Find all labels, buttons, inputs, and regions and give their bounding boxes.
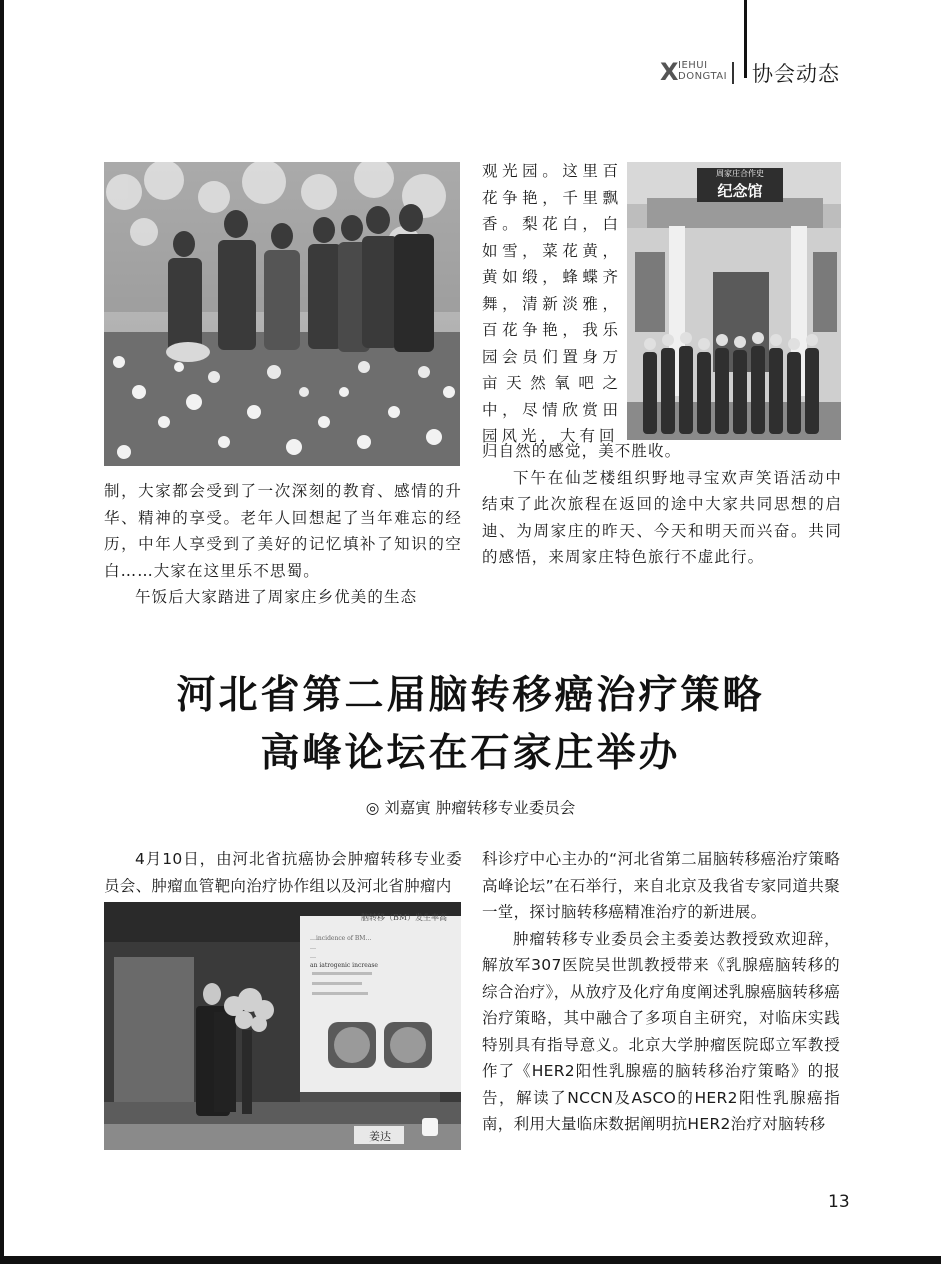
article1-left-para-2: 午饭后大家踏进了周家庄乡优美的生态	[135, 588, 418, 606]
article1-left-column	[104, 478, 462, 611]
article1-left-para-1: 制，大家都会受到了一次深刻的教育、感情的升华、精神的享受。老年人回想起了当年难忘的经历，中年人享受到了美好的记忆填补了知识的空白……大家在这里乐不思蜀。	[104, 482, 462, 580]
logo-line1: IEHUI	[678, 60, 708, 71]
header-divider	[744, 0, 747, 78]
photo-flower-field-group	[104, 162, 460, 466]
article2-right-para-1: 科诊疗中心主办的“河北省第二届脑转移癌治疗策略高峰论坛”在石举行，来自北京及我省专家同道共聚一堂，探讨脑转移癌精准治疗的新进展。	[482, 850, 840, 921]
logo-letter: X	[660, 58, 679, 86]
page-left-border	[0, 0, 4, 1264]
byline-text: 刘嘉寅 肿瘤转移专业委员会	[384, 799, 576, 817]
slide-line-1: …incidence of BM…	[310, 935, 372, 942]
header-logo	[660, 58, 679, 86]
slide-line-4: an iatrogenic increase	[310, 962, 378, 969]
article2-title-line1: 河北省第二届脑转移癌治疗策略	[176, 672, 765, 718]
article2-right-column	[482, 846, 840, 1138]
logo-line2: DONGTAI	[678, 71, 728, 82]
article1-right-para-2: 下午在仙芝楼组织野地寻宝欢声笑语活动中结束了此次旅程在返回的途中大家共同思想的启迪、为周家庄的昨天、今天和明天而兴奋。共同的感悟，来周家庄特色旅行不虚此行。	[482, 468, 842, 566]
article2-title-line2: 高峰论坛在石家庄举办	[260, 730, 681, 776]
section-title: 协会动态	[752, 62, 840, 86]
slide-line-2: …	[310, 944, 316, 951]
flower-field-illustration	[104, 162, 460, 466]
nameplate: 姜达	[369, 1130, 391, 1143]
article1-right-narrow-column	[482, 158, 622, 450]
article2-byline	[0, 796, 941, 818]
article1-right-narrow-text: 观光园。这里百花争艳，千里飘香。梨花白，白如雪，菜花黄，黄如缎，蜂蝶齐舞，清新淡雅，百花争艳，我乐园会员们置身万亩天然氧吧之中，尽情欣赏田园风光，大有回	[482, 162, 622, 445]
photo-memorial-hall-group	[627, 162, 841, 440]
memorial-hall-illustration	[627, 162, 841, 440]
page-bottom-border	[0, 1256, 941, 1264]
header-logo-text	[678, 60, 727, 82]
building-sign-main: 纪念馆	[717, 182, 763, 200]
slide-title: 脑转移（BM）发生率高	[360, 913, 448, 922]
photo-conference-speaker	[104, 902, 461, 1150]
article2-right-para-2: 肿瘤转移专业委员会主委姜达教授致欢迎辞，解放军307医院吴世凯教授带来《乳腺癌脑转移的综合治疗》，从放疗及化疗角度阐述乳腺癌脑转移癌治疗策略，其中融合了多项自主研究，对临床实践特别具有指导意义。北京大学肿瘤医院邸立军教授作了《HER2阳性乳腺癌的脑转移治疗策略》的报告，解读了NCCN及ASCO的HER2阳性乳腺癌指南，利用大量临床数据阐明抗HER2治疗对脑转移	[482, 929, 840, 1133]
byline-mark-icon: ◎	[365, 799, 380, 817]
page-number: 13	[828, 1192, 850, 1212]
article2-intro: 4月10日，由河北省抗癌协会肿瘤转移专业委员会、肿瘤血管靶向治疗协作组以及河北省肿瘤内	[104, 850, 462, 895]
slide-bullets	[310, 934, 450, 970]
article1-right-wide-column	[482, 438, 842, 571]
article1-right-para-1: 归自然的感觉，美不胜收。	[482, 442, 682, 460]
logo-separator	[732, 62, 734, 84]
slide-line-3: …	[310, 953, 316, 960]
building-sign-top: 周家庄合作史	[716, 169, 764, 178]
